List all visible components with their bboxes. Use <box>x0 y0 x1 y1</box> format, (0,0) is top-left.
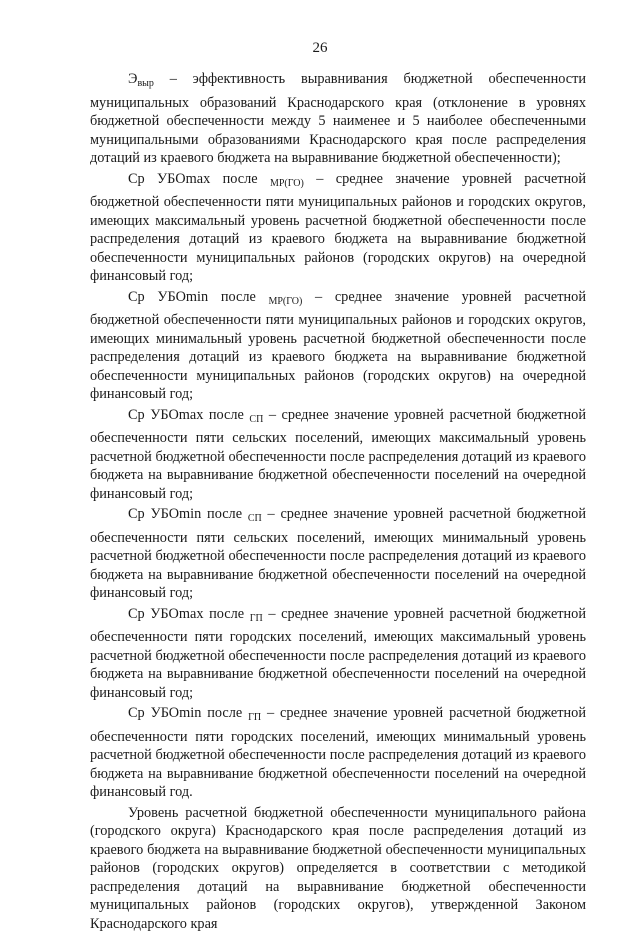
formula-symbol: Ср УБОmin после <box>128 506 248 522</box>
formula-subscript: ГП <box>249 612 263 624</box>
paragraph-max-gp-definition <box>90 605 586 703</box>
paragraph-text: Уровень расчетной бюджетной обеспеченности муниципального района (городского округа) Краснодарского края после распределения дотаций из краевого бюджета на выравнивание бюджетной обеспеченности муниципальных районов (городских округов) определяется в соответствии с методикой распределения дотаций на выравнивание бюджетной обеспеченности муниципальных районов (городских округов), утвержденной Законом Краснодарского края <box>90 804 586 932</box>
definition-text: – среднее значение уровней расчетной бюджетной обеспеченности пяти городских поселений, имеющих максимальный уровень расчетной бюджетной обеспеченности после распределения дотаций из краевого бюджета на выравнивание бюджетной обеспеченности поселений на очередной финансовый год; <box>90 605 586 701</box>
formula-subscript: ГП <box>248 712 262 723</box>
definition-text: – среднее значение уровней расчетной бюджетной обеспеченности пяти городских поселений, имеющих минимальный уровень расчетной бюджетной обеспеченности после распределения дотаций из краевого бюджета на выравнивание бюджетной обеспеченности поселений на очередной финансовый год. <box>90 705 586 800</box>
definition-text: – среднее значение уровней расчетной бюджетной обеспеченности пяти муниципальных районов и городских округов, имеющих максимальный уровень расчетной бюджетной обеспеченности после распределения дотаций из краевого бюджета на выравнивание бюджетной обеспеченности муниципальных районов (городских округов) на очередной финансовый год; <box>90 170 586 284</box>
definition-text: – эффективность выравнивания бюджетной обеспеченности муниципальных образований Краснодарского края (отклонение в уровнях бюджетной обеспеченности между 5 наименее и 5 наиболее обеспеченными муниципальными образованиями Краснодарского края после распределения дотаций из краевого бюджета на выравнивание бюджетной обеспеченности); <box>90 71 586 166</box>
formula-subscript: МР(ГО) <box>268 295 303 307</box>
paragraph-max-mr-go-definition <box>90 170 586 286</box>
paragraph-min-gp-definition <box>90 704 586 802</box>
paragraph-effectiveness-definition <box>90 70 586 168</box>
definition-text: – среднее значение уровней расчетной бюджетной обеспеченности пяти муниципальных районов и городских округов, имеющих минимальный уровень расчетной бюджетной обеспеченности после распределения дотаций из краевого бюджета на выравнивание бюджетной обеспеченности муниципальных районов (городских округов) на очередной финансовый год; <box>90 288 586 402</box>
formula-subscript: СП <box>247 513 262 524</box>
definition-text: – среднее значение уровней расчетной бюджетной обеспеченности пяти сельских поселений, имеющих минимальный уровень расчетной бюджетной обеспеченности после распределения дотаций из краевого бюджета на выравнивание бюджетной обеспеченности поселений на очередной финансовый год; <box>90 506 586 601</box>
page-number: 26 <box>312 40 328 56</box>
paragraph-budget-sufficiency-level <box>90 804 586 934</box>
paragraph-min-sp-definition <box>90 505 586 603</box>
formula-subscript: выр <box>137 78 154 89</box>
document-body <box>90 70 586 935</box>
formula-symbol: Ср УБОmax после <box>128 170 270 187</box>
paragraph-max-sp-definition <box>90 406 586 504</box>
formula-subscript: МР(ГО) <box>269 177 304 189</box>
formula-symbol: Ср УБОmax после <box>128 605 250 622</box>
formula-symbol: Ср УБОmin после <box>128 705 249 721</box>
paragraph-min-mr-go-definition <box>90 288 586 404</box>
formula-subscript: СП <box>249 413 264 425</box>
formula-symbol: Э <box>128 71 138 87</box>
formula-symbol: Ср УБОmax после <box>128 406 250 423</box>
formula-symbol: Ср УБОmin после <box>128 288 269 305</box>
definition-text: – среднее значение уровней расчетной бюджетной обеспеченности пяти сельских поселений, имеющих максимальный уровень расчетной бюджетной обеспеченности после распределения дотаций из краевого бюджета на выравнивание бюджетной обеспеченности поселений на очередной финансовый год; <box>90 406 586 502</box>
